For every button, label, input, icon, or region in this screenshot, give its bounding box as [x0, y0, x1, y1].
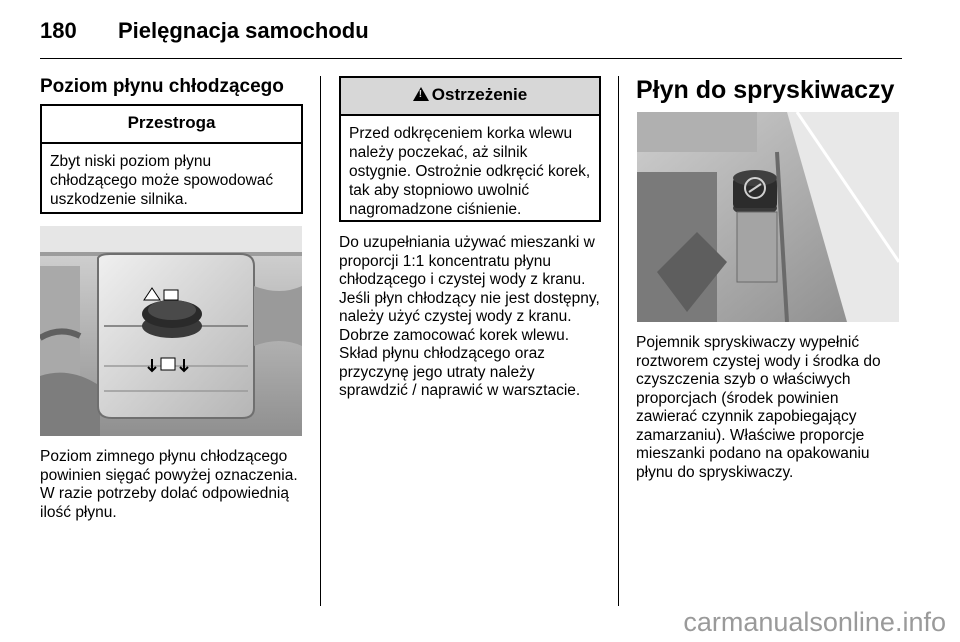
caution-box: [40, 104, 303, 214]
page-number: 180: [40, 18, 77, 43]
column-divider-left: [320, 76, 321, 606]
coolant-reservoir-photo: [40, 226, 302, 436]
washer-fluid-paragraph: Pojemnik spryskiwaczy wypełnić roztworem czystej wody i środka do czyszczenia szyb o właściwych proporcjach (środek powinien zawierać czynnik zapobiegający zamarzaniu). Właściwe proporcje mieszanki podano na opakowaniu płynu do spryskiwaczy.: [636, 334, 881, 481]
caution-box-text: Zbyt niski poziom płynu chłodzącego może spowodować uszkodzenie silnika.: [50, 153, 274, 208]
coolant-caption: Poziom zimnego płynu chłodzącego powinien sięgać powyżej oznaczenia. W razie potrzeby dolać odpowiednią ilość płynu.: [40, 448, 298, 521]
header-divider: [40, 58, 902, 59]
caution-box-title: Przestroga: [42, 106, 301, 144]
coolant-section-heading: Poziom płynu chłodzącego: [40, 76, 284, 97]
warning-box-text: Przed odkręceniem korka wlewu należy poczekać, aż silnik ostygnie. Ostrożnie odkręcić korek, tak aby stopniowo uwolnić nagromadzone ciśnienie.: [349, 125, 591, 218]
column-divider-right: [618, 76, 619, 606]
coolant-reservoir-illustration: [40, 226, 302, 436]
chapter-title: Pielęgnacja samochodu: [118, 18, 369, 43]
watermark: carmanualsonline.info: [683, 607, 946, 637]
warning-box-header: [341, 78, 599, 116]
warning-box-title: Ostrzeżenie: [431, 85, 528, 104]
washer-section-heading: Płyn do spryskiwaczy: [636, 76, 895, 104]
washer-fluid-reservoir-photo: [637, 112, 899, 322]
warning-triangle-icon: [413, 87, 429, 101]
washer-reservoir-illustration: [637, 112, 899, 322]
coolant-mixture-paragraph: Do uzupełniania używać mieszanki w proporcji 1:1 koncentratu płynu chłodzącego i czystej wody z kranu. Jeśli płyn chłodzący nie jest dostępny, należy użyć czystej wody z kranu. Dobrze zamocować korek wlewu. Skład płynu chłodzącego oraz przyczynę jego utraty należy sprawdzić / naprawić w warsztacie.: [339, 234, 600, 399]
warning-box: [339, 76, 601, 222]
